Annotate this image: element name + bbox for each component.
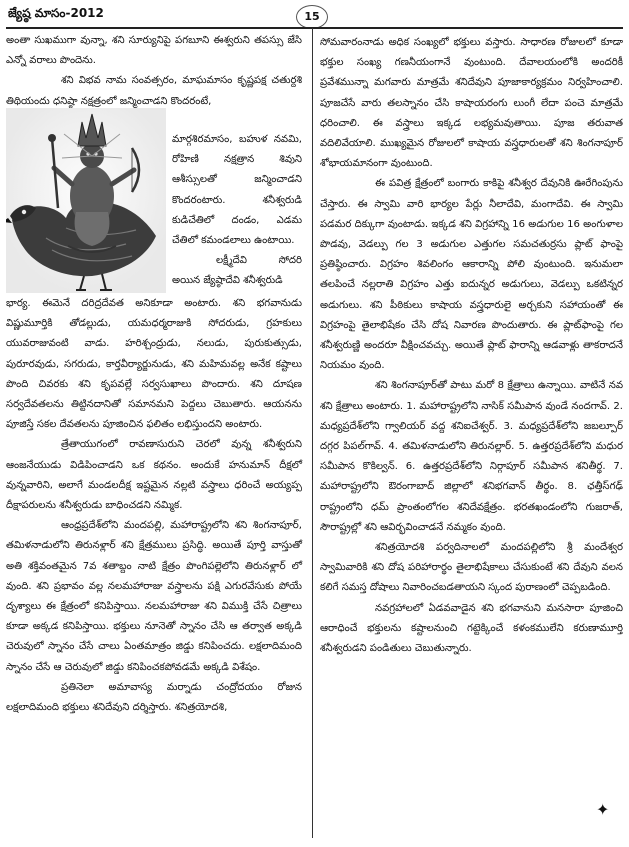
header-rule bbox=[6, 27, 623, 29]
left-column-top bbox=[6, 31, 302, 112]
left-column-bottom bbox=[6, 294, 302, 718]
paragraph: నవగ్రహాలలో ఏడవవాడైన శని భగవానుని మనసారా పూజించి ఆరాధించే భక్తులను కష్టాలనుంచి గట్టెక్కించే కళంకములేని కరుణామూర్తి శనీశ్వరుడని పండితులు చెబుతున్నారు. bbox=[320, 602, 623, 655]
shani-deity-on-crow-icon bbox=[6, 108, 166, 293]
paragraph: సోమవారంనాడు అధిక సంఖ్యలో భక్తులు వస్తారు. సాధారణ రోజులలో కూడా భక్తుల సంఖ్య గణనీయంగానే వుంటుంది. దేవాలయంలోకి అందరికీ ప్రవేశమున్నా మగవారు మాత్రమే శనిదేవుని పూజాకార్యక్రమం నిర్వహించాలి. పూజచేసే వారు తలస్నానం చేసి కాషాయరంగు లుంగీ లేదా పంచె మాత్రమే ధరించాలి. ఈ వస్త్రాలు ఇక్కడ లభ్యమవుతాయి. పూజ తరువాత వదిలివేయాలి. ముఖ్యమైన రోజులలో కాషాయ వస్త్రధారులతో శని శింగనాపూర్ శోభాయమానంగా వుంటుంది. bbox=[320, 37, 623, 170]
page-header bbox=[6, 3, 623, 29]
paragraph: ఆంధ్రప్రదేశ్‌లోని మందపల్లి, మహారాష్ట్రలోని శని శింగనాపూర్, తమిళనాడులోని తిరునళ్లార్ శని క్షేత్రములు ప్రసిద్ధి. అయితే పూర్తి వాస్తుతో అతి శక్తివంతమైన 7వ శతాబ్దం నాటి క్షేత్రం పొంగిపల్లెలోని తిరునళ్లార్ లో వుంది. శని ప్రభావం వల్ల నలమహారాజు వస్త్రాలను పక్షి ఎగురవేసుకు పోయే దృశ్యాలు ఈ క్షేత్రంలో కనిపిస్తాయి. నలమహారాజు శని విముక్తి చేసే చిత్రాలు కూడా అక్కడ కనిపిస్తాయి. భక్తులు నూనెతో స్నానం చేసి ఆ తర్వాత అక్కడి చెరువులో స్నానం చేసే చాలు ఏంతమాత్రం జిడ్డు కనిపించదు. లక్షలాదిమంది స్నానం చేసే ఆ చెరువులో జిడ్డు కనిపించకపోవడమే అక్కడి విశేషం. bbox=[6, 520, 302, 673]
paragraph: శని విభవ నామ సంవత్సరం, మాఘమాసం కృష్ణపక్ష చతుర్దశి తిథియందు ధనిష్ఠా నక్షత్రంలో జన్మించాడని కొందరంటే, bbox=[6, 75, 302, 107]
paragraph: త్రేతాయుగంలో రావణాసురుని చెరలో వున్న శనీశ్వరుని ఆంజనేయుడు విడిపించాడని ఒక కథనం. అందుకే హనుమాన్ దీక్షలో వున్నవారిని, అలాగే మండలదీక్ష ఇష్టమైన నల్లటి వస్త్రాలు ధరించే అయ్యప్ప దీక్షాపరులను శనీశ్వరుడు బాధించడని నమ్మిక. bbox=[6, 439, 302, 512]
magazine-title: జ్యేష్ఠ మాసం-2012 bbox=[8, 6, 104, 20]
end-of-article-icon: ✦ bbox=[596, 800, 610, 819]
paragraph: శనిత్రయోదశి పర్వదినాలలో మందపల్లిలోని శ్రీ మందేశ్వర స్వామివారికి శని దోష పరిహారార్థం తైలాభిషేకాలు చేసుకుంటే శని దేవుని వలన కలిగే సమస్త దోషాలు నివారించబడతాయని స్కంద పురాణంలో చెప్పబడింది. bbox=[320, 542, 623, 594]
paragraph: ఈ పవిత్ర క్షేత్రంలో బంగారు కాకిపై శనీశ్వర దేవునికి ఊరేగింపును చేస్తారు. ఈ స్వామి వారి భార్యల పేర్లు నీలాదేవి, మంగాదేవి. ఈ స్వామి పడమర దిక్కుగా వుంటాడు. ఇక్కడ శని విగ్రహాన్ని 16 అడుగుల 16 అంగుళాల పొడవు, వెడల్పు గల 3 అడుగుల ఎత్తుగల సమచతుర్రసు ప్లాట్ ఫాంపై ప్రతిష్ఠించారు. విగ్రహం శివలింగం ఆకారాన్ని పోలి వుంటుంది. ఇనుమలా తలపించే నల్లరాతి విగ్రహం ఎత్తు ఐదున్నర అడుగులు, వెడల్పు ఒకటిన్నర అడుగులు. శని పీఠికులు కాషాయ వస్త్రధారులై అర్చకుని సహాయంతో ఈ విగ్రహంపై తైలాభిషేకం చేసి దోష నివారణ పొందుతారు. ఈ ప్లాట్‌ఫాంపై గల శనీశ్వరుణ్ణి అందరూ వీక్షించవచ్చు. అయితే ప్లాట్ ఫారాన్ని ఆడవాళ్లు తాకరాదనే నియమం వుంది. bbox=[320, 178, 623, 372]
column-divider bbox=[312, 28, 313, 838]
paragraph: ప్రతినెలా అమావాస్య మర్నాడు చంద్రోదయం రోజున లక్షలాదిమంది భక్తులు శనిదేవుని దర్శిస్తారు. శనిత్రయోదశి, bbox=[6, 681, 302, 714]
paragraph: లక్ష్మీదేవి సోదరి అయిన జ్యేష్ఠాదేవి శనీశ్వరుడి bbox=[172, 255, 302, 287]
paragraph: అంతా సుఖముగా వున్నా, శని సూర్యునిపై పగబూని ఈశ్వరుని తపస్సు జేసి ఎన్నో వరాలు పొందెను. bbox=[6, 35, 302, 67]
right-column bbox=[320, 33, 623, 659]
paragraph: శని శింగనాపూర్‌తో పాటు మరో 8 క్షేత్రాలు ఉన్నాయి. వాటినే నవ శని క్షేత్రాలు అంటారు. 1. మహారాష్ట్రలోని నాసిక్ సమీపాన వుండే నందగావ్. 2. మధ్యప్రదేశ్‌లోని గ్వాలియర్ వద్ద శనిఐచేశ్వర్. 3. మధ్యప్రదేశ్‌లోని జబల్పూర్ దగ్గర పిపల్‌గావ్. 4. తమిళనాడులోని తిరునల్లార్. 5. ఉత్తరప్రదేశ్‌లోని మధుర సమీపాన కొకిల్వన్. 6. ఉత్తరప్రదేశ్‌లోని నిర్గాపూర్ సమీపాన శనితీర్థ. 7. మహారాష్ట్రలోని ఔరంగాబాద్ జిల్లాలో శనిభగవాన్ తీర్థం. 8. ఛత్తీస్‌గఢ్ రాష్ట్రంలోని ధమ్ ప్రాంతంలోగల శనిదేవక్షేత్రం. భరతఖండంలోని గుజరాత్, సౌరాష్ట్రల్లో శని ఆవిర్భవించాడనే నమ్మకం వుంది. bbox=[320, 380, 623, 533]
page-number: 15 bbox=[296, 5, 328, 29]
paragraph: భార్య. ఈమెనే దరిద్రదేవత అనికూడా అంటారు. శని భగవానుడు విష్ణుమూర్తికి తోడల్లుడు, యమధర్మరాజుకి సోదరుడు, గ్రహకులు యువరాజువంటి వాడు. హరిశ్చంద్రుడు, నలుడు, పురుకుత్సుడు, పురూరవుడు, సగరుడు, కార్తవీర్యార్జునుడు, శని మహిమవల్ల అనేక కష్టాలు పొంది చివరకు శని కృపవల్లే సర్వసుఖాలు పొందారు. శని దూషణ సర్వదేవతలను తిట్టినదానితో సమానమని పెద్దలు చెబుతారు. ఆయనను పూజిస్తే సకల దేవతలను పూజించిన ఫలితం లభిస్తుందని అంటారు. bbox=[6, 298, 302, 431]
paragraph: మార్గశిరమాసం, బహుళ నవమి, రోహిణి నక్షత్రాన శివుని ఆశీస్సులతో జన్మించాడని కొందరంటారు. శనీశ్వరుడి కుడిచేతిలో దండం, ఎడమ చేతిలో కమండలాలు ఉంటాయి. bbox=[172, 134, 302, 247]
wrapped-text bbox=[172, 130, 302, 292]
